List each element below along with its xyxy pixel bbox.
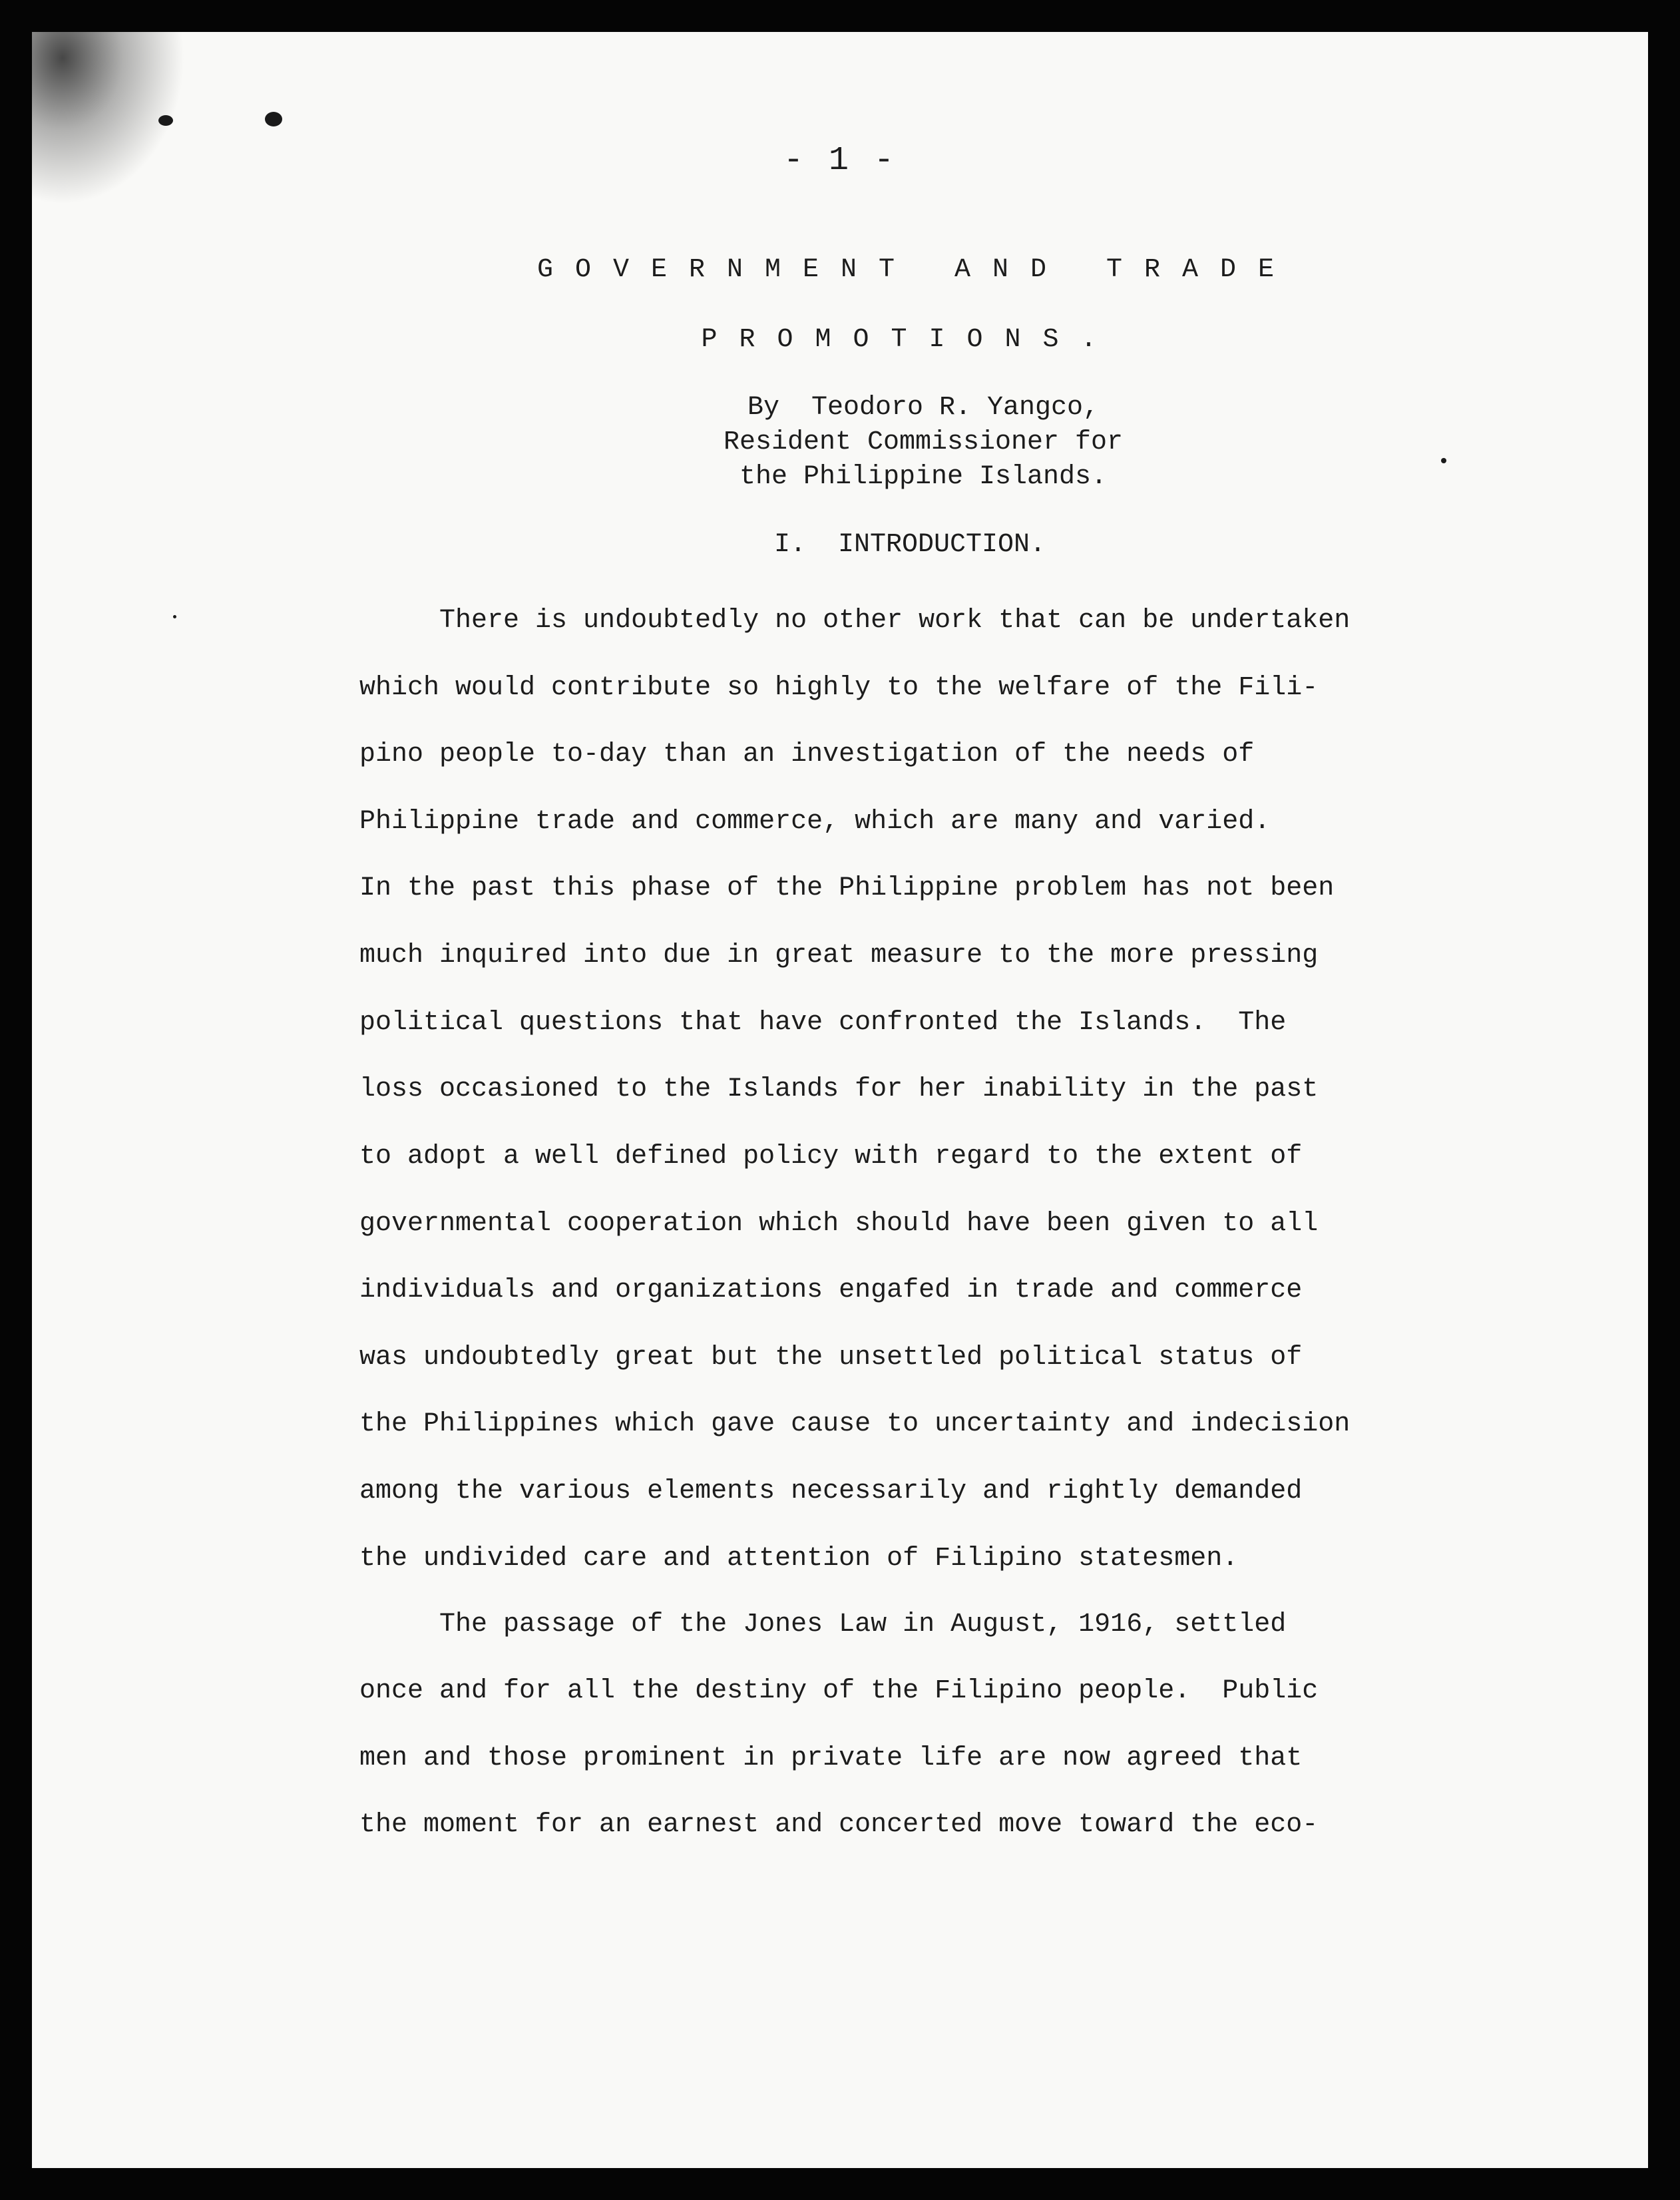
body-line: which would contribute so highly to the welfare of the Fili- (359, 673, 1319, 703)
ink-speck (173, 615, 176, 618)
body-line: Philippine trade and commerce, which are many and varied. (359, 807, 1271, 837)
ink-speck (158, 115, 173, 126)
byline-role: Resident Commissioner for (723, 427, 1124, 457)
document-title-line-2: PROMOTIONS. (701, 325, 1119, 355)
body-line: the undivided care and attention of Filipino statesmen. (359, 1544, 1239, 1574)
body-line: governmental cooperation which should have been given to all (359, 1209, 1319, 1239)
body-line: the moment for an earnest and concerted move toward the eco- (359, 1810, 1319, 1840)
body-line: There is undoubtedly no other work that can be undertaken (359, 606, 1351, 636)
body-line: was undoubtedly great but the unsettled political status of (359, 1343, 1303, 1373)
body-line: the Philippines which gave cause to uncertainty and indecision (359, 1409, 1351, 1439)
body-line: In the past this phase of the Philippine problem has not been (359, 873, 1335, 903)
ink-speck (265, 112, 282, 126)
body-line: pino people to-day than an investigation of the needs of (359, 740, 1255, 770)
byline-author: By Teodoro R. Yangco, (747, 393, 1100, 423)
body-line: once and for all the destiny of the Filipino people. Public (359, 1676, 1319, 1706)
body-line: men and those prominent in private life are now agreed that (359, 1743, 1303, 1773)
body-line: much inquired into due in great measure to the more pressing (359, 941, 1319, 971)
body-line: political questions that have confronted the Islands. The (359, 1008, 1287, 1038)
section-heading: I. INTRODUCTION. (773, 530, 1046, 560)
body-line: among the various elements necessarily and rightly demanded (359, 1476, 1303, 1506)
body-line: individuals and organizations engafed in trade and commerce (359, 1275, 1303, 1305)
body-line: loss occasioned to the Islands for her inability in the past (359, 1074, 1319, 1104)
page-number: - 1 - (783, 142, 897, 180)
document-title-line-1: GOVERNMENT AND TRADE (536, 255, 1297, 285)
body-line: The passage of the Jones Law in August, 1916, settled (359, 1610, 1287, 1640)
byline-region: the Philippine Islands. (739, 462, 1108, 492)
document-page (32, 32, 1648, 2168)
body-line: to adopt a well defined policy with regard to the extent of (359, 1142, 1303, 1172)
